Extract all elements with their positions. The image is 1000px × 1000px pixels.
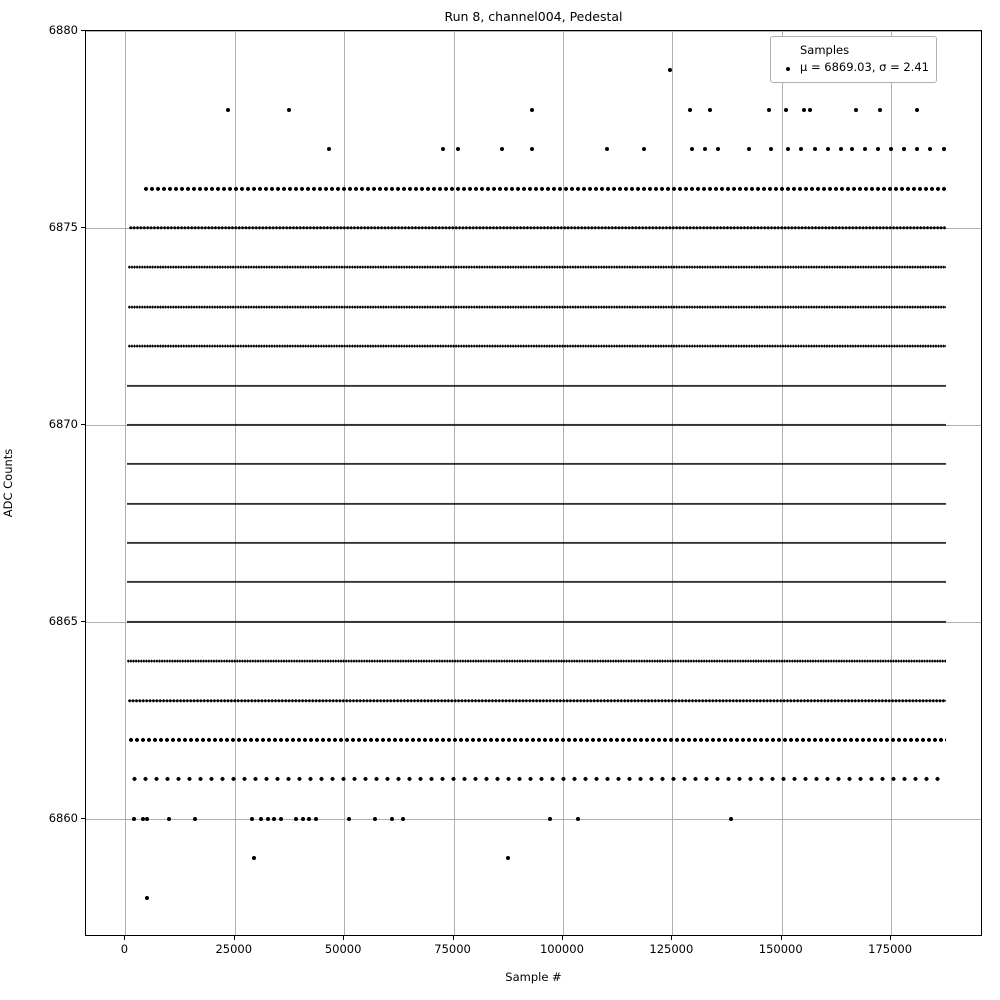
x-tick-label: 125000 <box>649 942 694 956</box>
x-tickmark <box>562 936 563 940</box>
sample-point <box>167 817 171 821</box>
sample-point <box>266 817 270 821</box>
sample-point <box>294 817 298 821</box>
sample-point <box>839 147 843 151</box>
y-tick-label: 6875 <box>48 219 78 234</box>
gridline-vertical <box>344 31 345 935</box>
sample-point <box>250 817 254 821</box>
sample-point <box>826 147 830 151</box>
legend[interactable] <box>770 36 937 83</box>
x-tick-label: 50000 <box>324 942 362 956</box>
sample-level-band <box>127 501 946 506</box>
sample-point <box>279 817 283 821</box>
sample-level-band <box>128 344 946 349</box>
sample-point <box>863 147 867 151</box>
sample-point <box>576 817 580 821</box>
sample-level-band <box>127 659 946 664</box>
sample-point <box>347 817 351 821</box>
sample-level-band <box>128 265 946 270</box>
sample-point <box>287 108 291 112</box>
sample-level-band <box>128 698 946 702</box>
sample-point <box>902 147 906 151</box>
x-tick-label: 175000 <box>868 942 913 956</box>
sample-point <box>747 147 751 151</box>
gridline-vertical <box>125 31 126 935</box>
sample-point <box>193 817 197 821</box>
sample-point <box>373 817 377 821</box>
sample-level-band <box>127 619 946 624</box>
sample-point <box>716 147 720 151</box>
y-tick-label: 6870 <box>48 416 78 431</box>
sample-point <box>889 147 893 151</box>
sample-point <box>799 147 803 151</box>
sample-point <box>301 817 305 821</box>
legend-title: Samples <box>800 43 850 57</box>
sample-point <box>813 147 817 151</box>
x-tick-label: 75000 <box>434 942 471 956</box>
sample-point <box>605 147 609 151</box>
sample-point <box>729 817 733 821</box>
sample-point <box>259 817 263 821</box>
sample-point <box>769 147 773 151</box>
gridline-vertical <box>672 31 673 935</box>
sample-point <box>942 147 946 151</box>
legend-marker-point <box>778 59 798 76</box>
sample-point <box>506 856 510 860</box>
sample-point <box>690 147 694 151</box>
sample-point <box>132 817 136 821</box>
x-tickmark <box>781 936 782 940</box>
sample-level-band <box>127 422 946 427</box>
sample-point <box>441 147 445 151</box>
sample-point <box>708 108 712 112</box>
sample-level-band <box>129 777 944 781</box>
gridline-horizontal <box>86 31 981 32</box>
sample-point <box>915 147 919 151</box>
x-tick-label: 100000 <box>539 942 584 956</box>
sample-point <box>786 147 790 151</box>
gridline-horizontal <box>86 819 981 820</box>
sample-point <box>456 147 460 151</box>
x-tick-label: 25000 <box>215 942 253 956</box>
x-tickmark <box>671 936 672 940</box>
sample-level-band <box>127 540 946 545</box>
y-tick-label: 6880 <box>48 23 78 37</box>
gridline-vertical <box>563 31 564 935</box>
sample-level-band <box>128 738 946 742</box>
sample-level-band <box>127 462 946 467</box>
sample-point <box>401 817 405 821</box>
x-tickmark <box>890 936 891 940</box>
sample-point <box>145 817 149 821</box>
sample-point <box>784 108 788 112</box>
sample-point <box>390 817 394 821</box>
sample-point <box>307 817 311 821</box>
y-tick-label: 6860 <box>48 810 78 825</box>
legend-entry-label: μ = 6869.03, σ = 2.41 <box>800 60 929 74</box>
sample-point <box>876 147 880 151</box>
y-tick-label: 6865 <box>48 613 78 628</box>
sample-point <box>145 896 149 900</box>
gridline-vertical <box>235 31 236 935</box>
sample-point <box>703 147 707 151</box>
sample-point <box>272 817 276 821</box>
x-axis-label: Sample # <box>505 970 562 984</box>
plot-area <box>85 30 982 936</box>
sample-point <box>642 147 646 151</box>
sample-point <box>226 108 230 112</box>
sample-level-band <box>143 186 946 190</box>
x-tick-label: 150000 <box>758 942 803 956</box>
y-axis-tick-labels <box>0 0 78 1000</box>
sample-point <box>854 108 858 112</box>
legend-title-row <box>778 42 929 59</box>
sample-point <box>808 108 812 112</box>
x-tick-label: 0 <box>120 942 129 956</box>
x-tickmark <box>343 936 344 940</box>
sample-point <box>530 108 534 112</box>
sample-point <box>915 108 919 112</box>
sample-point <box>548 817 552 821</box>
sample-point <box>802 108 806 112</box>
sample-point <box>500 147 504 151</box>
sample-point <box>530 147 534 151</box>
x-tickmark <box>234 936 235 940</box>
gridline-vertical <box>782 31 783 935</box>
gridline-vertical <box>891 31 892 935</box>
sample-point <box>850 147 854 151</box>
gridline-vertical <box>454 31 455 935</box>
sample-point <box>878 108 882 112</box>
x-tickmark <box>453 936 454 940</box>
sample-point <box>767 108 771 112</box>
sample-point <box>688 108 692 112</box>
legend-entry-samples <box>778 59 929 76</box>
chart-title: Run 8, channel004, Pedestal <box>444 9 623 24</box>
sample-point <box>252 856 256 860</box>
sample-point <box>314 817 318 821</box>
y-axis-label: ADC Counts <box>1 448 15 518</box>
sample-level-band <box>127 383 946 388</box>
sample-level-band <box>127 580 946 585</box>
sample-level-band <box>129 226 946 230</box>
sample-level-band <box>128 304 946 309</box>
sample-point <box>928 147 932 151</box>
sample-point <box>327 147 331 151</box>
x-tickmark <box>124 936 125 940</box>
